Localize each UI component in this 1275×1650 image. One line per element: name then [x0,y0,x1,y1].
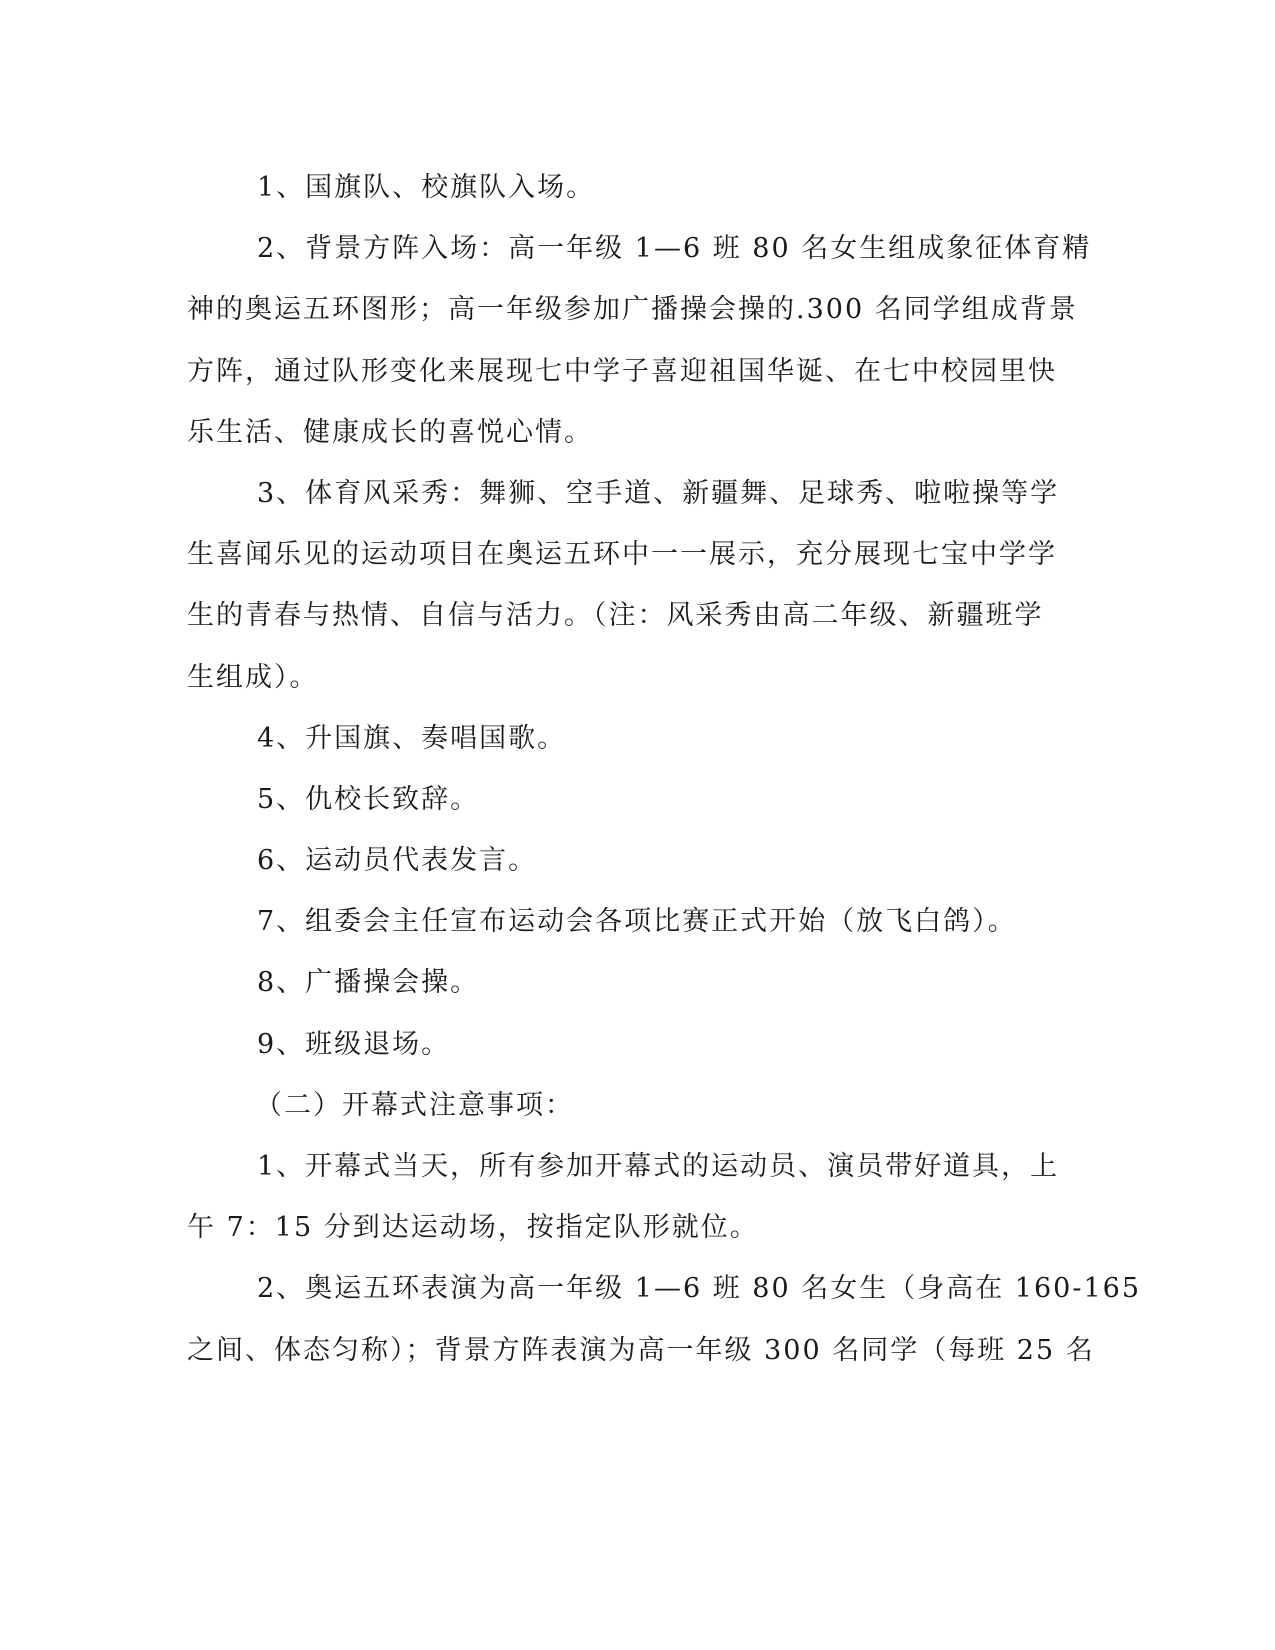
text-line: 3、体育风采秀：舞狮、空手道、新疆舞、足球秀、啦啦操等学 [257,477,1060,509]
text-line: 1、国旗队、校旗队入场。 [257,172,596,203]
text-line: 2、奥运五环表演为高一年级 1—6 班 80 名女生（身高在 160-165 [257,1273,1141,1305]
section-heading: （二）开幕式注意事项： [255,1089,574,1121]
text-line: 9、班级退场。 [257,1028,451,1060]
text-line: 生的青春与热情、自信与活力。（注：风采秀由高二年级、新疆班学 [187,600,1044,632]
text-line: 1、开幕式当天，所有参加开幕式的运动员、演员带好道具，上 [257,1151,1060,1182]
text-line: 神的奥运五环图形；高一年级参加广播操会操的.300 名同学组成背景 [187,294,1078,326]
text-line: 乐生活、健康成长的喜悦心情。 [187,416,593,448]
text-line: 2、背景方阵入场：高一年级 1—6 班 80 名女生组成象征体育精 [257,233,1092,265]
text-line: 6、运动员代表发言。 [257,845,538,877]
text-line: 4、升国旗、奏唱国歌。 [257,722,567,754]
body-text [187,157,1141,1381]
text-line: 生组成）。 [187,661,319,693]
text-line: 午 7：15 分到达运动场，按指定队形就位。 [187,1212,759,1244]
text-line: 方阵，通过队形变化来展现七中学子喜迎祖国华诞、在七中校园里快 [187,355,1057,387]
text-line: 8、广播操会操。 [257,967,480,999]
document-body [187,157,1141,1381]
text-line: 7、组委会主任宣布运动会各项比赛正式开始（放飞白鸽）。 [257,906,1017,938]
text-line: 之间、体态匀称）；背景方阵表演为高一年级 300 名同学（每班 25 名 [187,1334,1095,1366]
text-line: 生喜闻乐见的运动项目在奥运五环中一一展示，充分展现七宝中学学 [187,539,1057,571]
text-line: 5、仇校长致辞。 [257,783,480,815]
